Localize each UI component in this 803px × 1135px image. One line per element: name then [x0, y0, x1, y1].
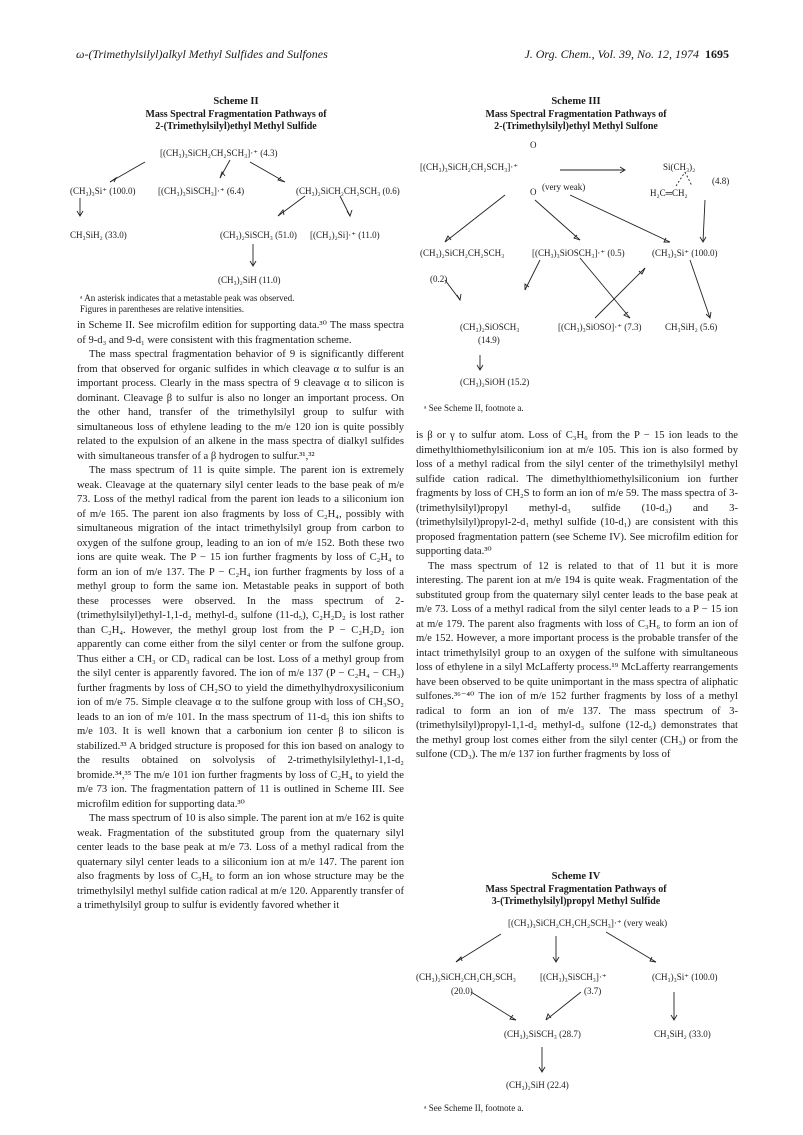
s3-g6: CH₃SiH₂ (5.6): [665, 322, 718, 332]
scheme-4-diagram: [416, 912, 741, 1112]
journal-citation: [524, 47, 729, 62]
right-paragraph-1: is β or γ to sulfur atom. Loss of C₃H₆ from the P − 15 ion leads to the dimethylthiomethylsiliconium ion at m/e 105. This ion is also formed by loss of a methyl radical from the silyl center of the trimethylsilyl methyl sulfide cation radical. The dimethylthiomethylsiliconium ion further fragments by loss of CH₂S to form an ion of m/e 59. The mass spectra of 3-(trimethylsilyl)propyl methyl-d₃ sulfide (10-d₃) and 3-(trimethylsilyl)propyl-2-d₁ methyl sulfide (10-d₁) are consistent with this proposed fragmentation pattern (see Scheme IV). See microfilm edition for supporting data.³⁰: [416, 430, 738, 557]
scheme-4-subtitle-2: 3-(Trimethylsilyl)propyl Methyl Sulfide: [491, 895, 661, 907]
s4-h5: CH₃SiH₂ (33.0): [654, 1029, 711, 1039]
s3-g1-value: (0.2): [430, 274, 448, 284]
s2-f7: (CH₃)₂SiH (11.0): [218, 275, 281, 285]
running-head: ω-(Trimethylsilyl)alkyl Methyl Sulfides and Sulfones: [76, 47, 328, 61]
s3-ring-value: (4.8): [712, 176, 730, 186]
scheme-2-footnote-line-2: Figures in parentheses are relative intensities.: [80, 304, 244, 315]
scheme-3-title: Scheme III: [551, 96, 601, 107]
scheme-2-title: Scheme II: [213, 96, 259, 107]
scheme-2-footnote: [80, 293, 400, 316]
s3-g1: (CH₃)₂SiCH₂CH₂SCH₃: [420, 248, 505, 258]
scheme-3-footnote: ᵃ See Scheme II, footnote a.: [424, 403, 524, 413]
s4-h2-value: (3.7): [584, 986, 602, 996]
scheme-2-subtitle-2: 2-(Trimethylsilyl)ethyl Methyl Sulfide: [155, 120, 317, 132]
s3-very-weak: (very weak): [542, 182, 586, 192]
scheme-3-subtitle-1: Mass Spectral Fragmentation Pathways of: [485, 108, 667, 120]
s4-h6: (CH₃)₂SiH (22.4): [506, 1080, 569, 1090]
scheme-2-footnote-line-1: ᵃ An asterisk indicates that a metastable peak was observed.: [80, 293, 295, 303]
left-paragraph-4: The mass spectrum of 10 is also simple. The parent ion at m/e 162 is quite weak. Fragmentation of the substituted group from the quaternary silyl center leads to the base peak at m/e 73. Loss of a methyl radical from the quaternary silyl center leads to a siliconium ion at m/e 147. The parent ion also fragments by loss of C₃H₆ to form an ion whose structure may be the trimethylsilyl methyl sulfide cation radical at m/e 120. Apparently transfer of a trimethylsilyl group to sulfur is evidently favored whether it: [77, 813, 404, 911]
scheme-3-title-block: [416, 96, 736, 133]
s2-f6: [(CH₂)₂Si]·⁺ (11.0): [310, 230, 380, 240]
page-number: 1695: [705, 47, 729, 61]
s2-parent: [(CH₃)₃SiCH₂CH₂SCH₃]·⁺ (4.3): [160, 148, 278, 158]
s4-h3: (CH₃)₃Si⁺ (100.0): [652, 972, 718, 982]
s3-oxygen-bottom: O: [530, 187, 537, 197]
s3-parent: [(CH₃)₃SiCH₂CH₂SCH₃]·⁺: [420, 162, 518, 172]
s2-f5: (CH₃)₂SiSCH₃ (51.0): [220, 230, 297, 240]
scheme-4-title-block: [416, 871, 736, 908]
s3-g4-value: (14.9): [478, 335, 500, 345]
scheme-4-footnote: ᵃ See Scheme II, footnote a.: [424, 1103, 524, 1113]
scheme-2-subtitle-1: Mass Spectral Fragmentation Pathways of: [145, 108, 327, 120]
left-column-text: [77, 319, 404, 914]
journal-name: J. Org. Chem., Vol. 39, No. 12, 1974: [524, 47, 699, 61]
left-paragraph-1: in Scheme II. See microfilm edition for supporting data.³⁰ The mass spectra of 9-d₃ and 9-d₁ were consistent with this fragmentation scheme.: [77, 320, 404, 346]
s3-g7: (CH₃)₂SiOH (15.2): [460, 377, 530, 387]
scheme-2-diagram: [70, 138, 405, 296]
s3-g5: [(CH₃)₃SiOSO]·⁺ (7.3): [558, 322, 642, 332]
s2-f4: CH₃SiH₂ (33.0): [70, 230, 127, 240]
s2-f3: (CH₃)₂SiCH₂CH₂SCH₃ (0.6): [296, 186, 400, 196]
left-paragraph-3: The mass spectrum of 11 is quite simple. The parent ion is extremely weak. Cleavage at the quaternary silyl center leads to the base peak of m/e 73. Loss of the methyl radical from the parent ion leads to a siliconium ion of m/e 165. The parent ion also fragments by loss of C₂H₄, possibly with simultaneous migration of the intact trimethylsilyl group from carbon to oxygen of the sulfone group, leading to an ion of m/e 152. Both these two ions are quite weak. The P − 15 ion further fragments by loss of C₂H₄ to form an ion of m/e 137. The P − C₂H₄ ion further fragments by loss of a methyl group to form the same ion. Metastable peaks in support of both these processes were observed. In the mass spectrum of 2-(trimethylsilyl)ethyl-1,1-d₂ methyl-d₃ sulfone (11-d₅), C₂H₂D₂ is lost rather than C₂H₄. However, the methyl group lost from the P − C₂H₂D₂ ion apparently can come either from the silyl center or from the sulfone group. Thus either a CH₃ or CD₃ radical can be lost. Loss of a methyl group from the silyl center is apparently favored. The ion of m/e 137 (P − C₂H₄ − CH₃) further fragments by loss of CH₂SO to yield the dimethylhydroxysiliconium ion of m/e 75. Simple cleavage α to the sulfone group with loss of CH₃SO₂ leads to an ion of m/e 101. In the mass spectrum of 11-d₅ this ion shifts to m/e 103. It is well known that a carbonium ion center β to silicon is stabilized.³³ A bridged structure is proposed for this ion based on analogy to the results obtained on solvolysis of 2-trimethylsilylethyl-1,1-d₂ bromide.³⁴,³⁵ The m/e 101 ion further fragments by loss of C₂H₄ to yield the m/e 73 ion. The fragmentation pattern of 11 is outlined in Scheme III. See microfilm edition for supporting data.³⁰: [77, 465, 404, 810]
s3-g4: (CH₃)₂SiOSCH₃: [460, 322, 520, 332]
s2-f2: [(CH₃)₃SiSCH₃]·⁺ (6.4): [158, 186, 245, 196]
s3-ring-ethylene: H₂C═CH₂: [650, 188, 688, 198]
left-paragraph-2: The mass spectral fragmentation behavior of 9 is significantly different from that observed for organic sulfides in which cleavage α to sulfur is an important process. Clearly in the mass spectra of 9 cleavage α to silicon is dominant. Cleavage β to sulfur is also no longer an important process. On the other hand, transfer of the trimethylsilyl group to sulfur with simultaneous loss of ethylene leading to the m/e 120 ion is quite possibly related to the expulsion of an alkene in the mass spectra of dialkyl sulfides with simultaneous transfer of a β hydrogen to sulfur.³¹,³²: [77, 349, 404, 462]
s4-h1-value: (20.0): [451, 986, 473, 996]
s3-g3: (CH₃)₃Si⁺ (100.0): [652, 248, 718, 258]
scheme-3-diagram: [420, 140, 740, 390]
right-column-text: [416, 429, 738, 763]
s4-h1: (CH₃)₂SiCH₂CH₂CH₂SCH₃: [416, 972, 516, 982]
s4-h2: [(CH₃)₃SiSCH₃]·⁺: [540, 972, 607, 982]
scheme-4-title: Scheme IV: [551, 871, 601, 882]
scheme-2-title-block: [76, 96, 396, 133]
scheme-3-subtitle-2: 2-(Trimethylsilyl)ethyl Methyl Sulfone: [494, 120, 658, 132]
s3-g2: [(CH₃)₃SiOSCH₃]·⁺ (0.5): [532, 248, 625, 258]
scheme-4-subtitle-1: Mass Spectral Fragmentation Pathways of: [485, 883, 667, 895]
s2-f1: (CH₃)₃Si⁺ (100.0): [70, 186, 136, 196]
s4-h4: (CH₃)₂SiSCH₃ (28.7): [504, 1029, 581, 1039]
right-paragraph-2: The mass spectrum of 12 is related to that of 11 but it is more interesting. The parent ion at m/e 194 is quite weak. Fragmentation of the substituted group from the quaternary silyl center leads to the base peak at m/e 73. Loss of a methyl radical from the silyl center leads to a P − 15 ion at m/e 179. The parent also fragments with loss of C₃H₆ to form an ion of m/e 152. However, a more important process is the probable transfer of the intact trimethylsilyl group to an oxygen of the sulfone with simultaneous loss of ethylene in a silyl McLafferty process.¹⁹ McLafferty rearrangements have been observed to be quite unimportant in the mass spectra of aliphatic sulfones.³⁶⁻⁴⁰ The ion of m/e 152 further fragments by loss of a methyl radical to form an ion of m/e 137. The mass spectrum of 3-(trimethylsilyl)propyl-1,1-d₂ methyl-d₃ sulfone (12-d₅) demonstrates that the methyl group lost comes either from the silyl center (CH₃) or from the sulfone (CD₃). The m/e 137 ion further fragments by loss of: [416, 560, 738, 760]
s3-ring-si: Si(CH₃)₂: [663, 162, 696, 172]
s4-parent: [(CH₃)₃SiCH₂CH₂CH₂SCH₃]·⁺ (very weak): [508, 918, 668, 928]
s3-oxygen-top: O: [530, 140, 537, 150]
